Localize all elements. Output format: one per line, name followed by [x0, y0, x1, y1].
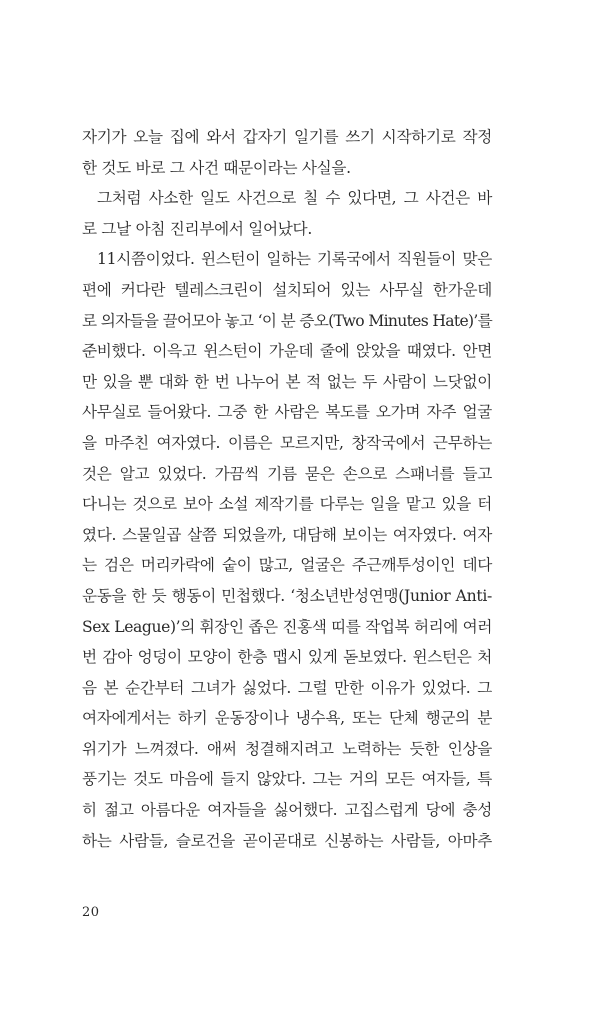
text-line: 음 본 순간부터 그녀가 싫었다. 그럴 만한 이유가 있었다. 그 [82, 678, 492, 697]
page-number: 20 [82, 905, 100, 920]
text-line: 는 검은 머리카락에 숱이 많고, 얼굴은 주근깨투성이인 데다 [82, 556, 492, 575]
text-line: 였다. 스물일곱 살쯤 되었을까, 대담해 보이는 여자였다. 여자 [82, 525, 492, 544]
text-line: 준비했다. 이윽고 윈스턴이 가운데 줄에 앉았을 때였다. 안면 [82, 342, 492, 361]
text-line: 여자에게서는 하키 운동장이나 냉수욕, 또는 단체 행군의 분 [82, 709, 492, 728]
text-line: 하는 사람들, 슬로건을 곧이곧대로 신봉하는 사람들, 아마추 [82, 831, 492, 850]
text-line: 풍기는 것도 마음에 들지 않았다. 그는 거의 모든 여자들, 특 [82, 770, 492, 789]
text-line: 다니는 것으로 보아 소설 제작기를 다루는 일을 맡고 있을 터 [82, 495, 492, 514]
text-line: 만 있을 뿐 대화 한 번 나누어 본 적 없는 두 사람이 느닷없이 [82, 372, 492, 391]
text-line: 운동을 한 듯 행동이 민첩했다. ‘청소년반성연맹(Junior Anti- [82, 586, 492, 605]
text-line: 로 그날 아침 진리부에서 일어났다. [82, 219, 312, 238]
text-line: 11시쯤이었다. 윈스턴이 일하는 기록국에서 직원들이 맞은 [97, 250, 492, 269]
text-line: 히 젊고 아름다운 여자들을 싫어했다. 고집스럽게 당에 충성 [82, 801, 492, 820]
text-line: 위기가 느껴졌다. 애써 청결해지려고 노력하는 듯한 인상을 [82, 739, 492, 758]
text-line: 을 마주친 여자였다. 이름은 모르지만, 창작국에서 근무하는 [82, 433, 492, 452]
text-line: 것은 알고 있었다. 가끔씩 기름 묻은 손으로 스패너를 들고 [82, 464, 492, 483]
text-line: Sex League)’의 휘장인 좁은 진홍색 띠를 작업복 허리에 여러 [82, 617, 492, 636]
text-line: 사무실로 들어왔다. 그중 한 사람은 복도를 오가며 자주 얼굴 [82, 403, 492, 422]
body-text [82, 122, 492, 856]
text-line: 번 감아 엉덩이 모양이 한층 맵시 있게 돋보였다. 윈스턴은 처 [82, 648, 492, 667]
text-line: 편에 커다란 텔레스크린이 설치되어 있는 사무실 한가운데 [82, 280, 492, 299]
text-line: 자기가 오늘 집에 와서 갑자기 일기를 쓰기 시작하기로 작정 [82, 128, 492, 146]
text-line: 로 의자들을 끌어모아 놓고 ‘이 분 증오(Two Minutes Hate)’를 [82, 311, 492, 330]
text-line: 한 것도 바로 그 사건 때문이라는 사실을. [82, 158, 351, 177]
text-line: 그처럼 사소한 일도 사건으로 칠 수 있다면, 그 사건은 바 [97, 189, 492, 208]
